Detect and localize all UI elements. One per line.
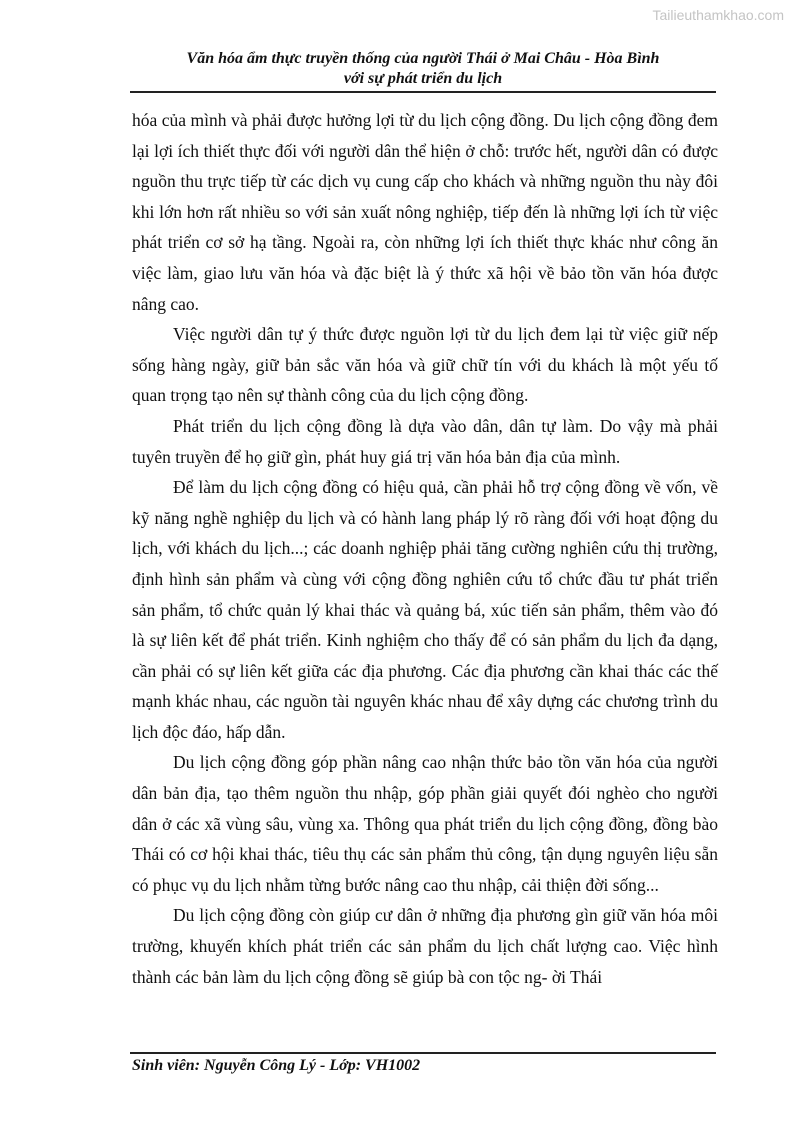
paragraph-4: Để làm du lịch cộng đồng có hiệu quả, cần phải hỗ trợ cộng đồng về vốn, về kỹ năng nghề nghiệp du lịch và có hành lang pháp lý rõ ràng đối với hoạt động du lịch, với khách du lịch...; các doanh nghiệp phải tăng cường nghiên cứu thị trường, định hình sản phẩm và cùng với cộng đồng nghiên cứu tổ chức đầu tư phát triển sản phẩm, tổ chức quản lý khai thác và quảng bá, xúc tiến sản phẩm, thêm vào đó là sự liên kết để phát triển. Kinh nghiệm cho thấy để có sản phẩm du lịch đa dạng, cần phải có sự liên kết giữa các địa phương. Các địa phương cần khai thác các thế mạnh khác nhau, các nguồn tài nguyên khác nhau để xây dựng các chương trình du lịch độc đáo, hấp dẫn. bbox=[132, 477, 718, 742]
paragraph-1: hóa của mình và phải được hưởng lợi từ du lịch cộng đồng. Du lịch cộng đồng đem lại lợi ích thiết thực đối với người dân thể hiện ở chỗ: trước hết, người dân có được nguồn thu trực tiếp từ các dịch vụ cung cấp cho khách và những nguồn thu này đôi khi lớn hơn rất nhiều so với sản xuất nông nghiệp, tiếp đến là những lợi ích từ việc phát triển cơ sở hạ tầng. Ngoài ra, còn những lợi ích thiết thực khác như công ăn việc làm, giao lưu văn hóa và đặc biệt là ý thức xã hội về bảo tồn văn hóa được nâng cao. bbox=[132, 110, 718, 314]
document-body bbox=[132, 105, 718, 992]
page-header bbox=[130, 49, 716, 89]
footer-divider bbox=[130, 1052, 716, 1054]
paragraph-5: Du lịch cộng đồng góp phần nâng cao nhận thức bảo tồn văn hóa của người dân bản địa, tạo thêm nguồn thu nhập, góp phần giải quyết đói nghèo cho người dân ở các xã vùng sâu, vùng xa. Thông qua phát triển du lịch cộng đồng, đồng bào Thái có cơ hội khai thác, tiêu thụ các sản phẩm thủ công, tận dụng nguyên liệu sẵn có phục vụ du lịch nhằm từng bước nâng cao thu nhập, cải thiện đời sống... bbox=[132, 752, 718, 895]
header-title-line-1: Văn hóa ẩm thực truyền thống của người Thái ở Mai Châu - Hòa Bình bbox=[186, 50, 660, 67]
watermark: Tailieuthamkhao.com bbox=[652, 7, 784, 23]
paragraph-3: Phát triển du lịch cộng đồng là dựa vào dân, dân tự làm. Do vậy mà phải tuyên truyền để họ giữ gìn, phát huy giá trị văn hóa bản địa của mình. bbox=[132, 415, 718, 467]
page-footer: Sinh viên: Nguyễn Công Lý - Lớp: VH1002 bbox=[132, 1057, 421, 1074]
paragraph-6: Du lịch cộng đồng còn giúp cư dân ở những địa phương gìn giữ văn hóa môi trường, khuyến khích phát triển các sản phẩm du lịch chất lượng cao. Việc hình thành các bản làm du lịch cộng đồng sẽ giúp bà con tộc ng- ời Thái bbox=[132, 905, 718, 987]
header-title-line-2: với sự phát triển du lịch bbox=[343, 70, 503, 87]
header-divider bbox=[130, 91, 716, 93]
paragraph-2: Việc người dân tự ý thức được nguồn lợi từ du lịch đem lại từ việc giữ nếp sống hàng ngày, giữ bản sắc văn hóa và giữ chữ tín với du khách là một yếu tố quan trọng tạo nên sự thành công của du lịch cộng đồng. bbox=[132, 324, 718, 406]
